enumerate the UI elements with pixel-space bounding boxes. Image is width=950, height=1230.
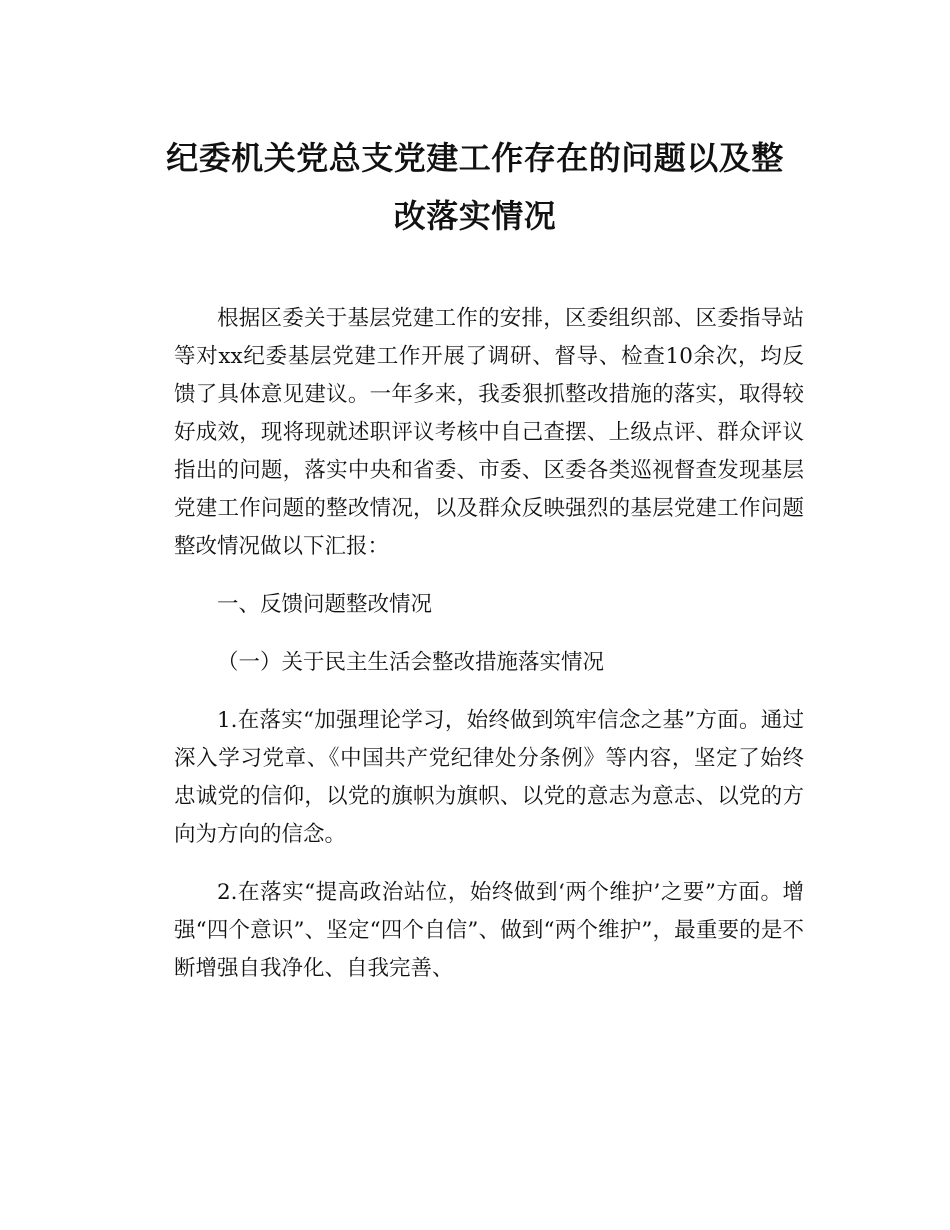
intro-paragraph: 根据区委关于基层党建工作的安排，区委组织部、区委指导站等对xx纪委基层党建工作开展了调研、督导、检查10余次，均反馈了具体意见建议。一年多来，我委狠抓整改措施的落实，取得较好成效，现将现就述职评议考核中自己查摆、上级点评、群众评议指出的问题，落实中央和省委、市委、区委各类巡视督查发现基层党建工作问题的整改情况，以及群众反映强烈的基层党建工作问题整改情况做以下汇报：: [174, 306, 804, 559]
title-line-2: 改落实情况: [393, 197, 557, 236]
subsection-heading: （一）关于民主生活会整改措施落实情况: [217, 650, 605, 675]
document-title: [145, 129, 805, 245]
document-body: [174, 300, 804, 988]
section-heading: 一、反馈问题整改情况: [217, 592, 433, 617]
item-paragraph-1: 1.在落实“加强理论学习，始终做到筑牢信念之基”方面。通过深入学习党章、《中国共产党纪律处分条例》等内容，坚定了始终忠诚党的信仰，以党的旗帜为旗帜、以党的意志为意志、以党的方向为方向的信念。: [174, 708, 804, 847]
item-paragraph-2: 2.在落实“提高政治站位，始终做到‘两个维护’之要”方面。增强“四个意识”、坚定“四个自信”、做到“两个维护”，最重要的是不断增强自我净化、自我完善、: [174, 880, 804, 981]
title-line-1: 纪委机关党总支党建工作存在的问题以及整: [166, 139, 784, 178]
